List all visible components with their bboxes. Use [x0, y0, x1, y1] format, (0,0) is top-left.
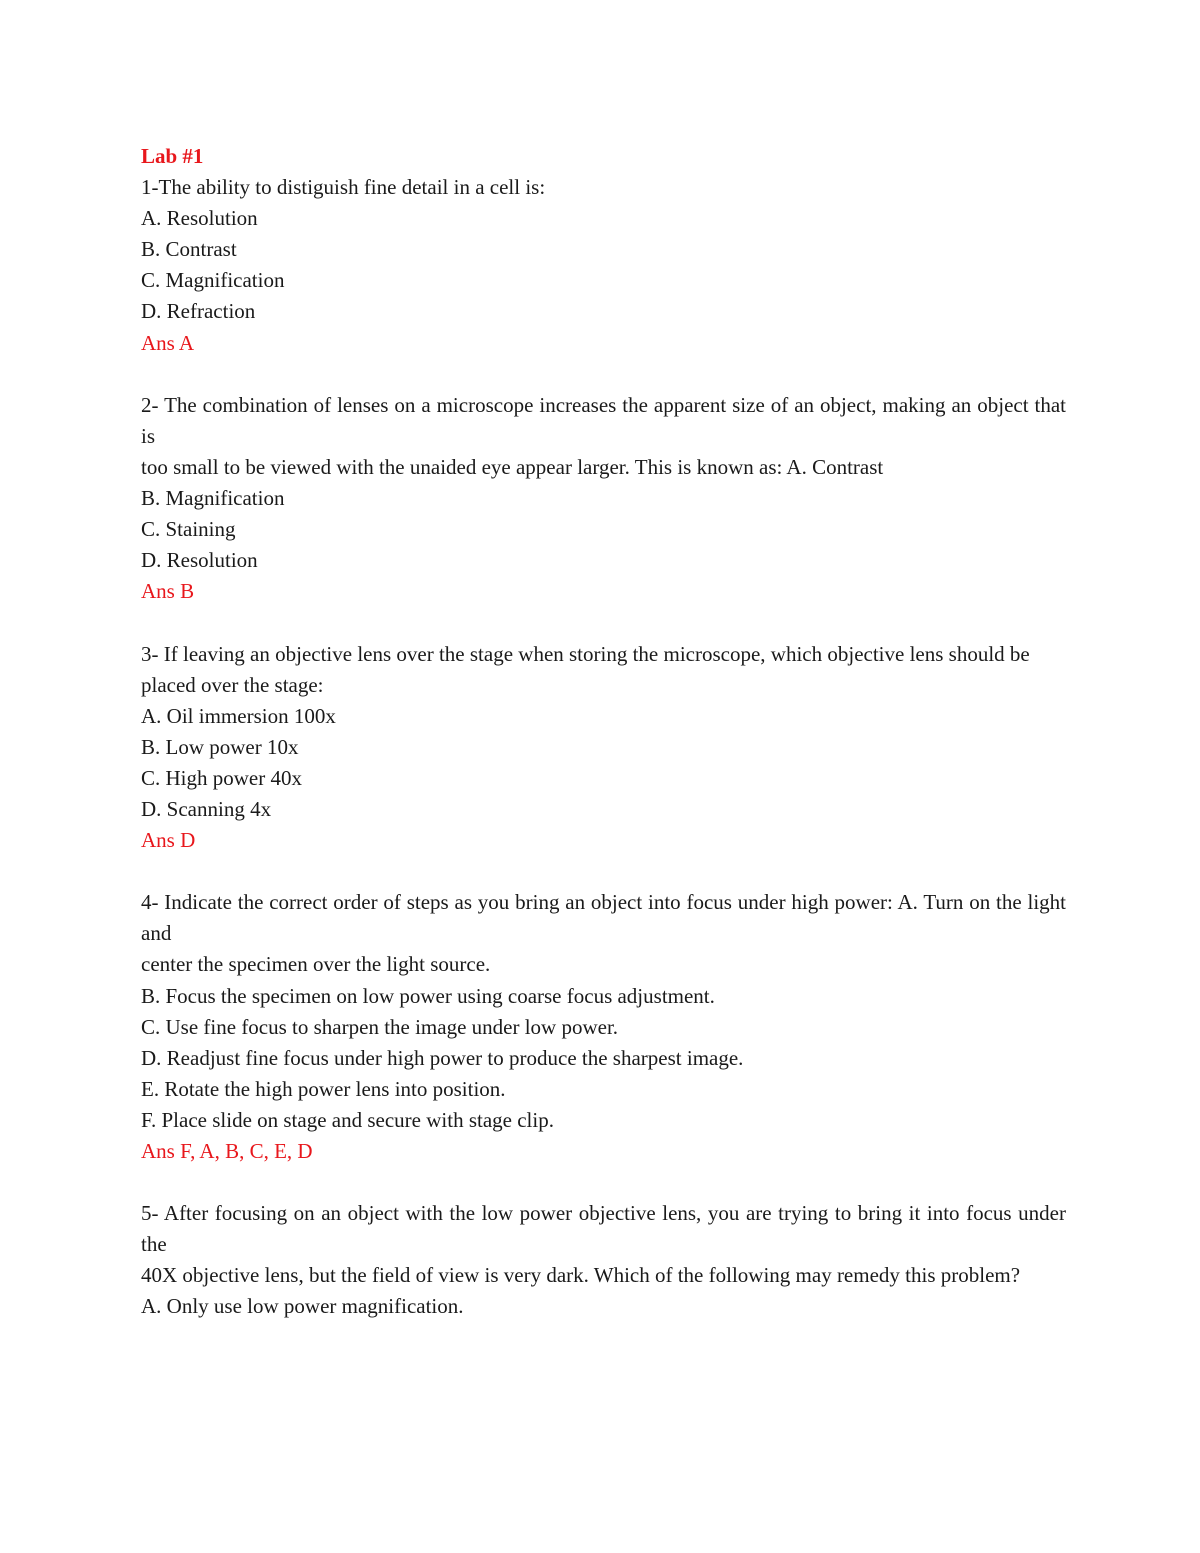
question-1-option-a: A. Resolution — [141, 206, 258, 231]
spacer — [141, 1167, 1066, 1198]
question-4-stem-2: center the specimen over the light source. — [141, 952, 491, 977]
question-2-stem-1: 2- The combination of lenses on a microscope increases the apparent size of an object, making an object that is — [141, 392, 1066, 448]
question-1-option-b: B. Contrast — [141, 237, 237, 262]
question-2-option-d: D. Resolution — [141, 548, 258, 573]
question-5-option-a: A. Only use low power magnification. — [141, 1294, 464, 1319]
question-4-stem-1: 4- Indicate the correct order of steps as you bring an object into focus under high power: A. Turn on the light and — [141, 890, 1066, 946]
question-1-answer: Ans A — [141, 330, 195, 355]
question-3-option-b: B. Low power 10x — [141, 734, 299, 759]
question-3-option-d: D. Scanning 4x — [141, 796, 272, 821]
question-3-stem-2: placed over the stage: — [141, 672, 324, 697]
question-1-stem: 1-The ability to distiguish fine detail in a cell is: — [141, 175, 546, 200]
question-2-stem-2: too small to be viewed with the unaided eye appear larger. This is known as: A. Contrast — [141, 454, 884, 479]
question-3 — [141, 639, 1066, 857]
question-4-option-c: C. Use fine focus to sharpen the image under low power. — [141, 1014, 619, 1039]
question-4 — [141, 887, 1066, 1167]
question-2-option-b: B. Magnification — [141, 486, 285, 511]
lab-title: Lab #1 — [141, 144, 204, 168]
question-3-stem-1: 3- If leaving an objective lens over the stage when storing the microscope, which objective lens should be — [141, 641, 1030, 666]
question-4-option-f: F. Place slide on stage and secure with stage clip. — [141, 1107, 554, 1132]
question-3-option-a: A. Oil immersion 100x — [141, 703, 336, 728]
question-1 — [141, 172, 1066, 359]
question-4-answer: Ans F, A, B, C, E, D — [141, 1139, 313, 1163]
question-1-option-c: C. Magnification — [141, 268, 285, 293]
question-2 — [141, 390, 1066, 608]
document-page — [141, 141, 1066, 1323]
spacer — [141, 359, 1066, 390]
question-3-answer: Ans D — [141, 828, 196, 853]
question-2-answer: Ans B — [141, 579, 195, 604]
question-5-stem-2: 40X objective lens, but the field of view is very dark. Which of the following may remedy this problem? — [141, 1263, 1021, 1288]
question-4-option-d: D. Readjust fine focus under high power to produce the sharpest image. — [141, 1045, 744, 1070]
question-5 — [141, 1198, 1066, 1322]
spacer — [141, 607, 1066, 638]
question-5-stem-1: 5- After focusing on an object with the low power objective lens, you are trying to bring it into focus under the — [141, 1201, 1066, 1257]
question-4-option-b: B. Focus the specimen on low power using coarse focus adjustment. — [141, 983, 715, 1008]
question-4-option-e: E. Rotate the high power lens into position. — [141, 1076, 506, 1101]
question-3-option-c: C. High power 40x — [141, 765, 302, 790]
question-2-option-c: C. Staining — [141, 517, 236, 542]
spacer — [141, 856, 1066, 887]
question-1-option-d: D. Refraction — [141, 299, 256, 324]
